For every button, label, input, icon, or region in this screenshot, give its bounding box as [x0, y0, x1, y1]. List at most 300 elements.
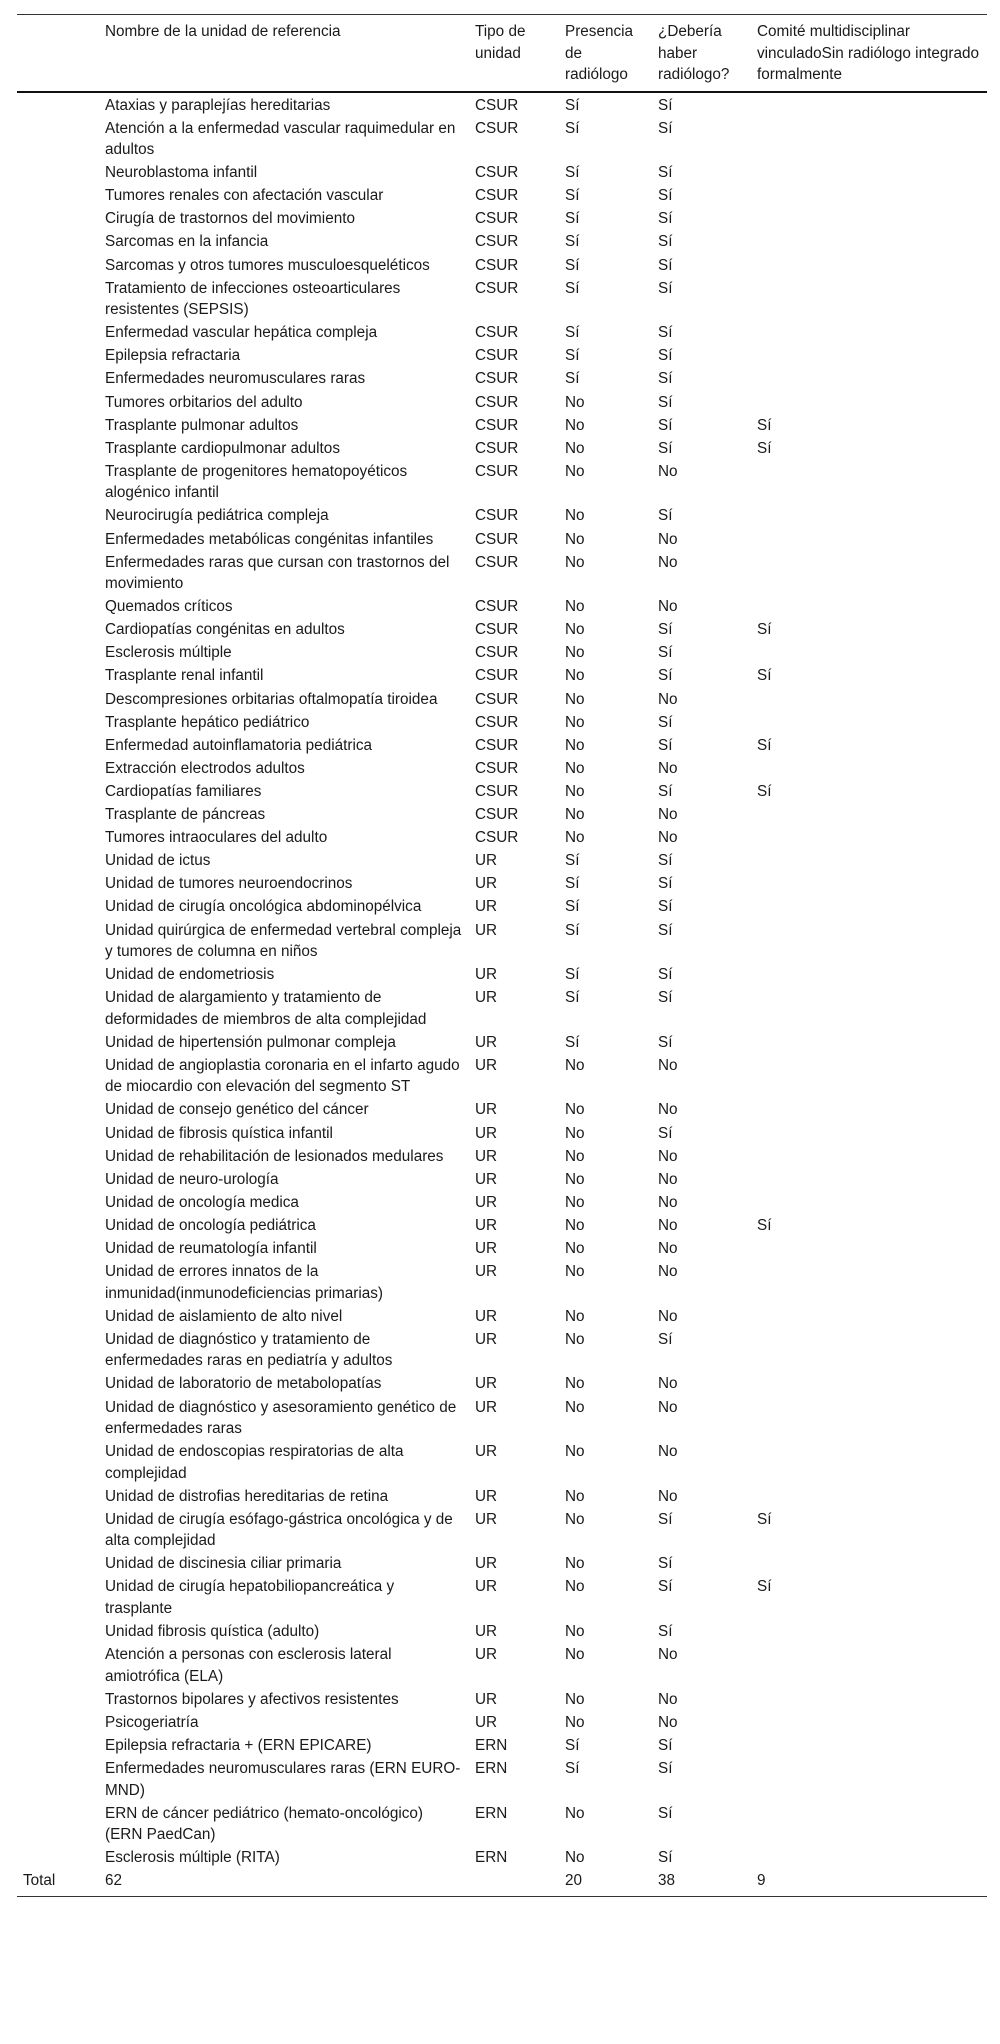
unit-type-cell: CSUR [475, 164, 519, 182]
should-have-radiologist-cell: Sí [658, 210, 673, 228]
radiologist-presence-cell: No [565, 1330, 585, 1348]
row-blank-cell [17, 92, 99, 118]
table-row [17, 920, 987, 965]
committee-cell [751, 1644, 987, 1689]
should-have-radiologist-cell: Sí [658, 713, 673, 731]
row-blank-cell [17, 255, 99, 278]
row-blank-cell [17, 1055, 99, 1100]
unit-name-cell: Sarcomas y otros tumores musculoesqueléticos [105, 256, 430, 274]
table-row [17, 1847, 987, 1870]
unit-type-cell: ERN [475, 1760, 508, 1778]
radiologist-presence-cell: No [565, 1375, 585, 1393]
unit-type-cell: ERN [475, 1736, 508, 1754]
committee-cell [751, 1486, 987, 1509]
unit-type-cell: CSUR [475, 598, 519, 616]
radiologist-presence-cell: Sí [565, 989, 580, 1007]
table-row [17, 1329, 987, 1374]
total-units: 62 [105, 1872, 123, 1890]
should-have-radiologist-cell: No [658, 1193, 678, 1211]
row-blank-cell [17, 1146, 99, 1169]
radiologist-presence-cell: Sí [565, 187, 580, 205]
table-row [17, 505, 987, 528]
unit-name-cell: Unidad de aislamiento de alto nivel [105, 1307, 343, 1325]
radiologist-presence-cell: No [565, 1623, 585, 1641]
row-blank-cell [17, 1329, 99, 1374]
unit-name-cell: Trasplante cardiopulmonar adultos [105, 439, 340, 457]
row-blank-cell [17, 850, 99, 873]
should-have-radiologist-cell: Sí [658, 989, 673, 1007]
total-type [469, 1870, 559, 1896]
committee-cell: Sí [757, 1216, 772, 1234]
unit-name-cell: Unidad quirúrgica de enfermedad vertebral compleja y tumores de columna en niños [105, 921, 462, 960]
radiologist-presence-cell: No [565, 1240, 585, 1258]
row-blank-cell [17, 345, 99, 368]
unit-name-cell: Enfermedad autoinflamatoria pediátrica [105, 736, 373, 754]
header-radiologist-presence: Presencia de radiólogo [565, 23, 634, 83]
table-row [17, 1397, 987, 1442]
unit-name-cell: Unidad de fibrosis quística infantil [105, 1124, 333, 1142]
unit-type-cell: CSUR [475, 829, 519, 847]
should-have-radiologist-cell: Sí [658, 1736, 673, 1754]
table-row [17, 1712, 987, 1735]
row-blank-cell [17, 758, 99, 781]
unit-type-cell: CSUR [475, 644, 519, 662]
table-row [17, 185, 987, 208]
unit-type-cell: CSUR [475, 187, 519, 205]
unit-name-cell: Quemados críticos [105, 598, 233, 616]
table-row [17, 1803, 987, 1848]
should-have-radiologist-cell: No [658, 759, 678, 777]
table-row [17, 1215, 987, 1238]
committee-cell [751, 1803, 987, 1848]
table-row [17, 231, 987, 254]
row-blank-cell [17, 162, 99, 185]
radiologist-presence-cell: No [565, 507, 585, 525]
row-blank-cell [17, 1644, 99, 1689]
should-have-radiologist-cell: Sí [658, 644, 673, 662]
should-have-radiologist-cell: Sí [658, 875, 673, 893]
should-have-radiologist-cell: No [658, 1101, 678, 1119]
should-have-radiologist-cell: Sí [658, 782, 673, 800]
should-have-radiologist-cell: Sí [658, 1330, 673, 1348]
unit-name-cell: Unidad de endometriosis [105, 966, 275, 984]
unit-name-cell: Enfermedad vascular hepática compleja [105, 324, 378, 342]
table-row [17, 278, 987, 323]
unit-name-cell: Unidad de oncología medica [105, 1193, 299, 1211]
total-row [17, 1870, 987, 1896]
should-have-radiologist-cell: Sí [658, 324, 673, 342]
unit-name-cell: Trastornos bipolares y afectivos resistentes [105, 1690, 399, 1708]
radiologist-presence-cell: No [565, 598, 585, 616]
row-blank-cell [17, 873, 99, 896]
radiologist-presence-cell: No [565, 530, 585, 548]
table-row [17, 1123, 987, 1146]
should-have-radiologist-cell: No [658, 1690, 678, 1708]
radiologist-presence-cell: No [565, 1307, 585, 1325]
row-blank-cell [17, 964, 99, 987]
unit-name-cell: Unidad de rehabilitación de lesionados medulares [105, 1147, 444, 1165]
should-have-radiologist-cell: Sí [658, 1033, 673, 1051]
unit-type-cell: UR [475, 1101, 498, 1119]
should-have-radiologist-cell: No [658, 1398, 678, 1416]
unit-name-cell: Tumores renales con afectación vascular [105, 187, 384, 205]
should-have-radiologist-cell: No [658, 1713, 678, 1731]
should-have-radiologist-cell: No [658, 1307, 678, 1325]
should-have-radiologist-cell: Sí [658, 1623, 673, 1641]
should-have-radiologist-cell: No [658, 829, 678, 847]
committee-cell [751, 208, 987, 231]
row-blank-cell [17, 322, 99, 345]
committee-cell: Sí [757, 1510, 772, 1528]
radiologist-presence-cell: No [565, 1443, 585, 1461]
unit-name-cell: Unidad de hipertensión pulmonar compleja [105, 1033, 396, 1051]
row-blank-cell [17, 208, 99, 231]
table-row [17, 1261, 987, 1306]
committee-cell: Sí [757, 1578, 772, 1596]
radiologist-presence-cell: Sí [565, 370, 580, 388]
committee-cell [751, 255, 987, 278]
committee-cell [751, 1261, 987, 1306]
row-blank-cell [17, 987, 99, 1032]
committee-cell: Sí [757, 736, 772, 754]
should-have-radiologist-cell: Sí [658, 279, 673, 297]
table-row [17, 665, 987, 688]
row-blank-cell [17, 231, 99, 254]
row-blank-cell [17, 529, 99, 552]
should-have-radiologist-cell: No [658, 530, 678, 548]
row-blank-cell [17, 804, 99, 827]
radiologist-presence-cell: No [565, 416, 585, 434]
row-blank-cell [17, 1261, 99, 1306]
unit-name-cell: Tratamiento de infecciones osteoarticulares resistentes (SEPSIS) [105, 279, 401, 319]
radiologist-presence-cell: No [565, 1487, 585, 1505]
row-blank-cell [17, 712, 99, 735]
should-have-radiologist-cell: No [658, 1375, 678, 1393]
should-have-radiologist-cell: Sí [658, 1760, 673, 1778]
row-blank-cell [17, 781, 99, 804]
unit-type-cell: UR [475, 1170, 498, 1188]
table-row [17, 1689, 987, 1712]
committee-cell [751, 1238, 987, 1261]
unit-type-cell: CSUR [475, 690, 519, 708]
table-row [17, 1486, 987, 1509]
radiologist-presence-cell: No [565, 782, 585, 800]
committee-cell [751, 1169, 987, 1192]
unit-name-cell: Ataxias y paraplejías hereditarias [105, 96, 331, 114]
should-have-radiologist-cell: Sí [658, 187, 673, 205]
table-row [17, 1238, 987, 1261]
unit-name-cell: Unidad de cirugía hepatobiliopancreática y trasplante [105, 1578, 395, 1617]
should-have-radiologist-cell: Sí [658, 347, 673, 365]
should-have-radiologist-cell: Sí [658, 898, 673, 916]
row-blank-cell [17, 278, 99, 323]
unit-type-cell: UR [475, 1330, 498, 1348]
unit-name-cell: Atención a personas con esclerosis lateral amiotrófica (ELA) [105, 1646, 392, 1685]
table-row [17, 712, 987, 735]
unit-type-cell: UR [475, 1555, 498, 1573]
total-committee: 9 [757, 1872, 766, 1890]
should-have-radiologist-cell: Sí [658, 736, 673, 754]
table-row [17, 873, 987, 896]
unit-name-cell: Tumores orbitarios del adulto [105, 393, 303, 411]
radiologist-presence-cell: Sí [565, 256, 580, 274]
row-blank-cell [17, 1712, 99, 1735]
unit-type-cell: ERN [475, 1849, 508, 1867]
should-have-radiologist-cell: No [658, 553, 678, 571]
table-row [17, 1306, 987, 1329]
table-row [17, 850, 987, 873]
unit-name-cell: Unidad de reumatología infantil [105, 1240, 317, 1258]
committee-cell [751, 231, 987, 254]
table-row [17, 345, 987, 368]
committee-cell [751, 689, 987, 712]
radiologist-presence-cell: Sí [565, 875, 580, 893]
should-have-radiologist-cell: Sí [658, 164, 673, 182]
header-row [17, 15, 987, 92]
committee-cell [751, 1373, 987, 1396]
committee-cell [751, 827, 987, 850]
unit-type-cell: CSUR [475, 279, 519, 297]
table-row [17, 92, 987, 118]
table-row [17, 1509, 987, 1554]
row-blank-cell [17, 920, 99, 965]
unit-name-cell: Enfermedades neuromusculares raras [105, 370, 366, 388]
committee-cell [751, 162, 987, 185]
should-have-radiologist-cell: Sí [658, 1804, 673, 1822]
unit-type-cell: CSUR [475, 553, 519, 571]
row-blank-cell [17, 1689, 99, 1712]
radiologist-presence-cell: No [565, 1578, 585, 1596]
unit-type-cell: UR [475, 1216, 498, 1234]
unit-type-cell: UR [475, 1713, 498, 1731]
committee-cell [751, 552, 987, 597]
unit-type-cell: UR [475, 1193, 498, 1211]
should-have-radiologist-cell: No [658, 806, 678, 824]
radiologist-presence-cell: No [565, 1555, 585, 1573]
unit-name-cell: Unidad de diagnóstico y asesoramiento genético de enfermedades raras [105, 1398, 457, 1437]
unit-name-cell: Trasplante de páncreas [105, 806, 266, 824]
should-have-radiologist-cell: No [658, 1147, 678, 1165]
radiologist-presence-cell: No [565, 393, 585, 411]
table-row [17, 438, 987, 461]
unit-name-cell: Cardiopatías familiares [105, 782, 262, 800]
row-blank-cell [17, 1509, 99, 1554]
row-blank-cell [17, 642, 99, 665]
row-blank-cell [17, 596, 99, 619]
table-row [17, 322, 987, 345]
radiologist-presence-cell: No [565, 759, 585, 777]
row-blank-cell [17, 1441, 99, 1486]
committee-cell [751, 1397, 987, 1442]
should-have-radiologist-cell: Sí [658, 256, 673, 274]
radiologist-presence-cell: Sí [565, 119, 580, 137]
radiologist-presence-cell: No [565, 1646, 585, 1664]
should-have-radiologist-cell: Sí [658, 667, 673, 685]
committee-cell [751, 804, 987, 827]
unit-type-cell: CSUR [475, 782, 519, 800]
unit-type-cell: CSUR [475, 667, 519, 685]
unit-name-cell: Unidad de endoscopias respiratorias de alta complejidad [105, 1443, 404, 1482]
should-have-radiologist-cell: No [658, 1056, 678, 1074]
unit-name-cell: Enfermedades neuromusculares raras (ERN EURO-MND) [105, 1760, 461, 1799]
unit-name-cell: Psicogeriatría [105, 1713, 199, 1731]
radiologist-presence-cell: Sí [565, 233, 580, 251]
unit-type-cell: CSUR [475, 736, 519, 754]
row-blank-cell [17, 689, 99, 712]
unit-type-cell: UR [475, 852, 498, 870]
unit-name-cell: ERN de cáncer pediátrico (hemato-oncológico) (ERN PaedCan) [105, 1804, 423, 1844]
unit-type-cell: UR [475, 1307, 498, 1325]
committee-cell [751, 596, 987, 619]
table-row [17, 596, 987, 619]
unit-name-cell: Unidad de cirugía esófago-gástrica oncológica y de alta complejidad [105, 1510, 453, 1550]
unit-name-cell: Esclerosis múltiple (RITA) [105, 1849, 280, 1867]
unit-type-cell: CSUR [475, 96, 519, 114]
should-have-radiologist-cell: No [658, 1240, 678, 1258]
radiologist-presence-cell: No [565, 1147, 585, 1165]
should-have-radiologist-cell: Sí [658, 507, 673, 525]
radiologist-presence-cell: No [565, 713, 585, 731]
row-blank-cell [17, 1123, 99, 1146]
row-blank-cell [17, 1553, 99, 1576]
unit-name-cell: Descompresiones orbitarias oftalmopatía tiroidea [105, 690, 438, 708]
should-have-radiologist-cell: Sí [658, 96, 673, 114]
unit-type-cell: UR [475, 1033, 498, 1051]
radiologist-presence-cell: Sí [565, 210, 580, 228]
table-row [17, 1032, 987, 1055]
unit-name-cell: Unidad de laboratorio de metabolopatías [105, 1375, 382, 1393]
radiologist-presence-cell: No [565, 1170, 585, 1188]
should-have-radiologist-cell: No [658, 690, 678, 708]
unit-type-cell: UR [475, 1398, 498, 1416]
row-blank-cell [17, 1847, 99, 1870]
unit-name-cell: Cardiopatías congénitas en adultos [105, 621, 345, 639]
committee-cell [751, 505, 987, 528]
unit-type-cell: UR [475, 1646, 498, 1664]
row-blank-cell [17, 505, 99, 528]
radiologist-presence-cell: No [565, 1056, 585, 1074]
table-row [17, 1758, 987, 1803]
radiologist-presence-cell: No [565, 690, 585, 708]
radiologist-presence-cell: Sí [565, 1033, 580, 1051]
reference-units-table [17, 14, 987, 1897]
radiologist-presence-cell: Sí [565, 347, 580, 365]
unit-type-cell: CSUR [475, 806, 519, 824]
radiologist-presence-cell: No [565, 644, 585, 662]
committee-cell [751, 1441, 987, 1486]
unit-name-cell: Unidad de ictus [105, 852, 211, 870]
committee-cell [751, 1032, 987, 1055]
committee-cell: Sí [757, 782, 772, 800]
radiologist-presence-cell: Sí [565, 279, 580, 297]
unit-type-cell: UR [475, 966, 498, 984]
radiologist-presence-cell: No [565, 736, 585, 754]
radiologist-presence-cell: No [565, 829, 585, 847]
radiologist-presence-cell: No [565, 1690, 585, 1708]
row-blank-cell [17, 827, 99, 850]
committee-cell [751, 1847, 987, 1870]
committee-cell [751, 1689, 987, 1712]
should-have-radiologist-cell: Sí [658, 233, 673, 251]
table-body [17, 92, 987, 1871]
committee-cell [751, 461, 987, 506]
row-blank-cell [17, 1758, 99, 1803]
committee-cell [751, 185, 987, 208]
radiologist-presence-cell: No [565, 667, 585, 685]
radiologist-presence-cell: Sí [565, 1760, 580, 1778]
committee-cell [751, 1099, 987, 1122]
committee-cell [751, 712, 987, 735]
table-row [17, 1192, 987, 1215]
table-row [17, 758, 987, 781]
unit-type-cell: CSUR [475, 370, 519, 388]
row-blank-cell [17, 1192, 99, 1215]
unit-name-cell: Trasplante de progenitores hematopoyéticos alogénico infantil [105, 462, 408, 502]
committee-cell [751, 322, 987, 345]
table-row [17, 642, 987, 665]
committee-cell [751, 392, 987, 415]
unit-name-cell: Unidad de consejo genético del cáncer [105, 1101, 369, 1119]
radiologist-presence-cell: No [565, 1193, 585, 1211]
radiologist-presence-cell: No [565, 1216, 585, 1234]
unit-type-cell: CSUR [475, 439, 519, 457]
unit-type-cell: UR [475, 921, 498, 939]
row-blank-cell [17, 438, 99, 461]
unit-type-cell: UR [475, 1147, 498, 1165]
committee-cell [751, 920, 987, 965]
unit-type-cell: CSUR [475, 462, 519, 480]
radiologist-presence-cell: Sí [565, 164, 580, 182]
committee-cell [751, 1712, 987, 1735]
committee-cell [751, 278, 987, 323]
should-have-radiologist-cell: Sí [658, 1578, 673, 1596]
unit-type-cell: UR [475, 989, 498, 1007]
committee-cell [751, 92, 987, 118]
should-have-radiologist-cell: Sí [658, 1849, 673, 1867]
total-label: Total [23, 1872, 56, 1890]
radiologist-presence-cell: Sí [565, 966, 580, 984]
committee-cell [751, 529, 987, 552]
should-have-radiologist-cell: Sí [658, 393, 673, 411]
unit-type-cell: UR [475, 1375, 498, 1393]
should-have-radiologist-cell: Sí [658, 921, 673, 939]
unit-name-cell: Sarcomas en la infancia [105, 233, 269, 251]
radiologist-presence-cell: Sí [565, 852, 580, 870]
row-blank-cell [17, 415, 99, 438]
unit-name-cell: Unidad de diagnóstico y tratamiento de enfermedades raras en pediatría y adultos [105, 1330, 393, 1370]
committee-cell [751, 1621, 987, 1644]
committee-cell [751, 1055, 987, 1100]
row-blank-cell [17, 552, 99, 597]
row-blank-cell [17, 1397, 99, 1442]
table-row [17, 1576, 987, 1621]
table-row [17, 1553, 987, 1576]
radiologist-presence-cell: No [565, 1398, 585, 1416]
table-row [17, 735, 987, 758]
radiologist-presence-cell: Sí [565, 324, 580, 342]
row-blank-cell [17, 1373, 99, 1396]
committee-cell: Sí [757, 416, 772, 434]
row-blank-cell [17, 368, 99, 391]
committee-cell [751, 850, 987, 873]
unit-name-cell: Epilepsia refractaria + (ERN EPICARE) [105, 1736, 372, 1754]
table-row [17, 118, 987, 163]
should-have-radiologist-cell: Sí [658, 1124, 673, 1142]
row-blank-cell [17, 185, 99, 208]
row-blank-cell [17, 1576, 99, 1621]
unit-type-cell: UR [475, 1443, 498, 1461]
should-have-radiologist-cell: No [658, 1216, 678, 1234]
